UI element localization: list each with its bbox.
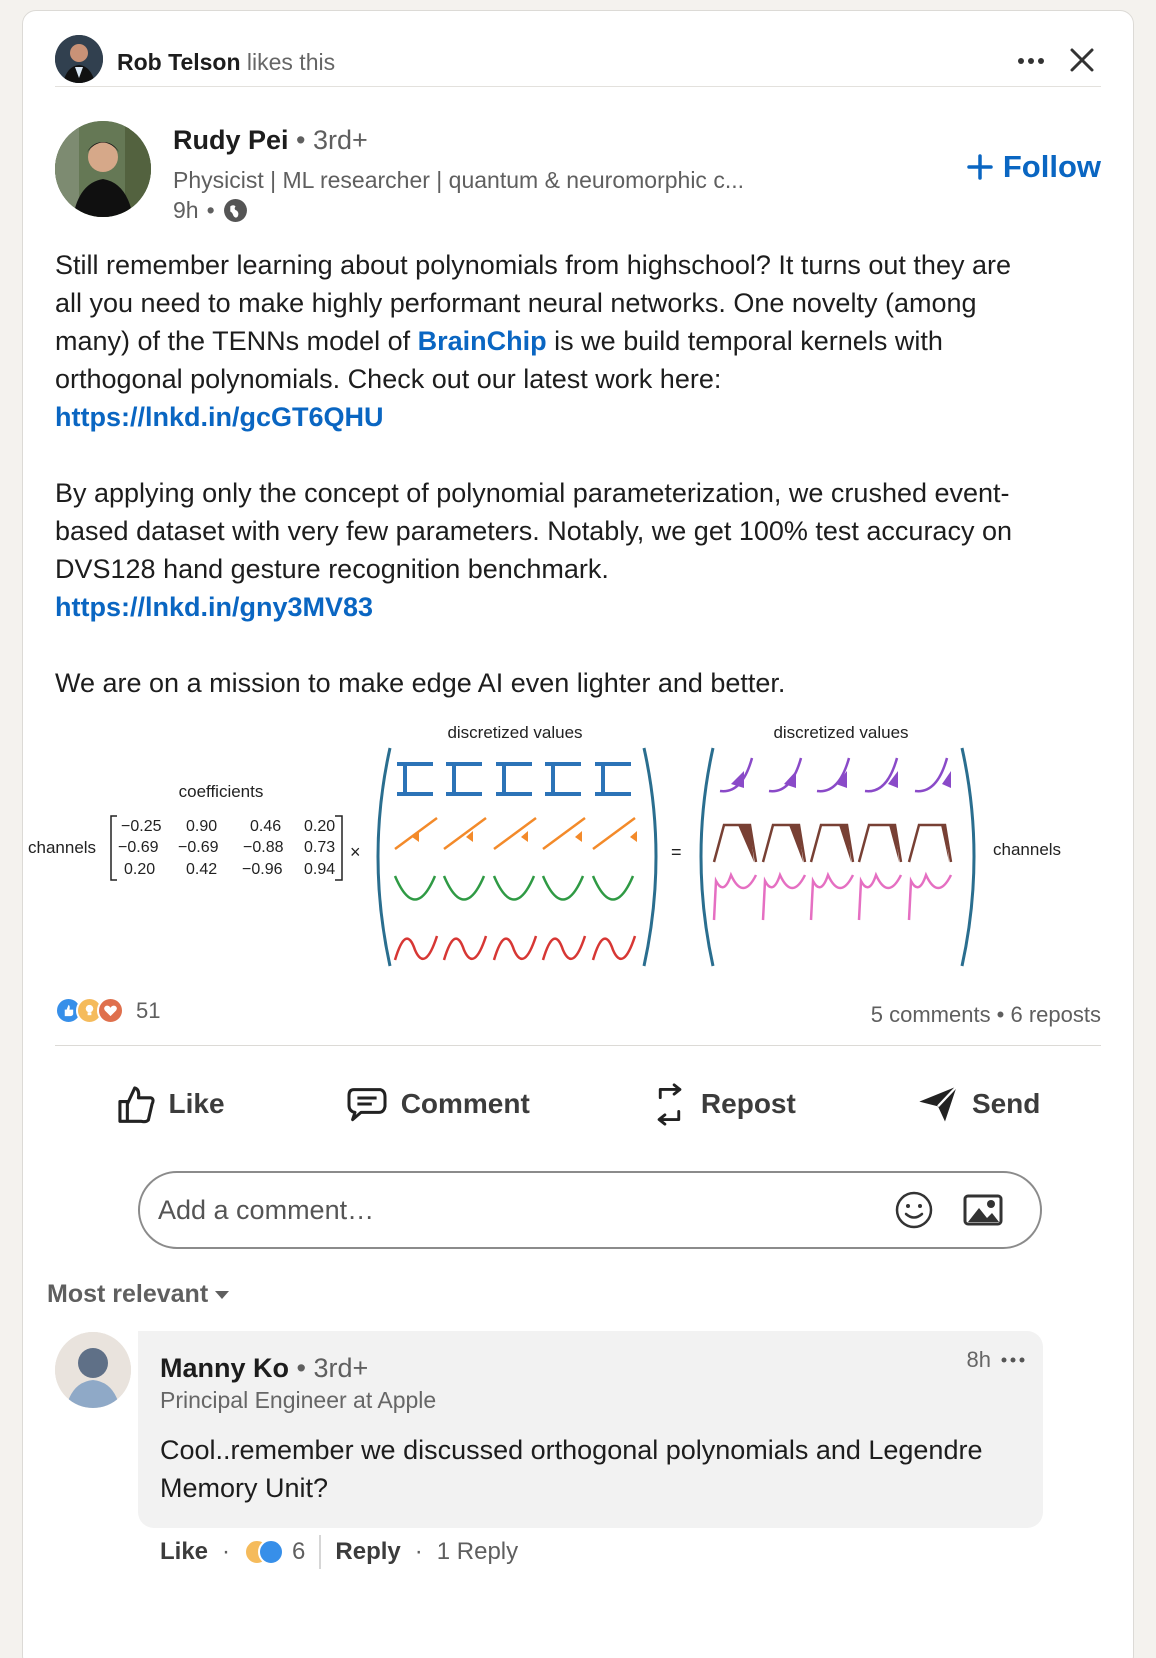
comment-input-box[interactable]: [138, 1171, 1042, 1249]
quadratic-kernel-shape: [444, 876, 484, 900]
channels-right-label: channels: [993, 840, 1062, 859]
chevron-down-icon: [214, 1290, 230, 1300]
right-paren-1: [644, 748, 656, 966]
highlighted-sample: [575, 831, 582, 842]
post-text-part: By applying only the concept of polynomial parameterization, we crushed event-based dataset with very few parameters. Notably, we get 100% test accuracy on DVS128 hand gesture recognition benchmark.: [55, 478, 1012, 584]
commenter-degree-text: 3rd+: [313, 1353, 369, 1383]
globe-icon: [223, 198, 248, 223]
output-kernel-shape: [769, 758, 801, 791]
cubic-kernel-shape: [444, 936, 486, 960]
liker-row: [55, 29, 1101, 87]
linear-kernel-shape: [543, 818, 585, 849]
matrix-cell: 0.94: [304, 861, 336, 878]
author-name-line: [173, 125, 368, 156]
output-kernel-shape: [865, 758, 897, 791]
highlighted-sample: [888, 771, 898, 788]
comment-bubble: [138, 1331, 1043, 1528]
equals-symbol: =: [671, 842, 682, 862]
commenter-headline: Principal Engineer at Apple: [160, 1387, 437, 1413]
discretized-right-label: discretized values: [773, 723, 909, 742]
cubic-kernel-shape: [543, 936, 585, 960]
output-kernel-shape: [763, 875, 805, 920]
follow-button[interactable]: [967, 149, 1101, 185]
comment-reaction-icons[interactable]: [244, 1539, 278, 1565]
actions-divider: [55, 1045, 1101, 1046]
comment-action-separator: [319, 1535, 321, 1569]
highlighted-sample: [942, 771, 951, 788]
matrix-right-bracket: [335, 816, 342, 880]
matrix-cell: −0.69: [118, 839, 159, 856]
highlighted-sample: [630, 831, 637, 842]
love-reaction-icon: [97, 997, 124, 1024]
cubic-kernel-shape: [593, 936, 635, 960]
author-avatar[interactable]: [55, 121, 151, 217]
matrix-cell: −0.88: [243, 839, 284, 856]
sort-label: Most relevant: [47, 1280, 209, 1308]
like-action-button[interactable]: [116, 1083, 225, 1125]
quadratic-kernel-shape: [494, 876, 534, 900]
constant-kernel-shape: [446, 764, 482, 794]
commenter-avatar[interactable]: [55, 1332, 131, 1408]
post-time: 9h: [173, 197, 199, 223]
comment-action-label: Comment: [400, 1088, 530, 1119]
matrix-cell: −0.25: [121, 818, 162, 835]
comment-time: 8h: [966, 1347, 991, 1372]
cubic-kernel-shape: [395, 936, 437, 960]
matrix-cell: 0.42: [186, 861, 218, 878]
quadratic-kernel-shape: [593, 876, 633, 900]
left-paren-1: [378, 748, 390, 966]
left-paren-2: [701, 748, 713, 966]
commenter-name[interactable]: Manny Ko: [160, 1353, 290, 1383]
comment-more-icon[interactable]: [1001, 1357, 1025, 1363]
matrix-cell: 0.73: [304, 839, 336, 856]
matrix-values: [118, 818, 335, 878]
more-options-icon[interactable]: [1011, 47, 1051, 75]
highlighted-sample: [836, 771, 847, 788]
like-reaction-icon: [258, 1539, 284, 1565]
emoji-icon[interactable]: [884, 1180, 944, 1240]
times-symbol: ×: [350, 842, 361, 862]
liker-action: likes this: [246, 49, 336, 75]
output-kernel-shape: [714, 875, 756, 920]
post-text: [55, 246, 1045, 740]
commenter-degree: • 3rd+: [289, 1353, 369, 1383]
close-icon[interactable]: [1063, 41, 1101, 79]
output-kernel-shape: [915, 758, 947, 791]
reaction-icons: [55, 997, 118, 1024]
repost-icon: [651, 1083, 688, 1126]
post-text-part: Still remember learning about polynomials from highschool? It turns out they are all you need to make highly performant neural networks. One novelty (among many) of the TENNs model of: [55, 250, 1011, 356]
post-paragraph-3: We are on a mission to make edge AI even lighter and better.: [55, 668, 786, 698]
reaction-count: 51: [136, 997, 161, 1023]
linear-kernel-shape: [593, 818, 635, 849]
post-actions: [55, 1071, 1101, 1137]
matrix-left-bracket: [111, 816, 117, 880]
company-mention[interactable]: BrainChip: [417, 326, 547, 356]
constant-kernel-shape: [595, 764, 631, 794]
author-name[interactable]: Rudy Pei: [173, 125, 289, 155]
linear-kernel-shape: [395, 818, 437, 849]
thumbs-up-icon: [116, 1083, 156, 1125]
cubic-kernel-shape: [494, 936, 536, 960]
reaction-summary[interactable]: [55, 997, 160, 1024]
post-time-row: 9h •: [173, 197, 248, 224]
matrix-cell: 0.46: [250, 818, 282, 835]
liker-text: [117, 49, 335, 76]
send-action-button[interactable]: [917, 1084, 1040, 1124]
linear-kernel-shape: [444, 818, 486, 849]
reply-count[interactable]: 1 Reply: [436, 1538, 519, 1565]
constant-kernel-shape: [545, 764, 581, 794]
post-link-2[interactable]: https://lnkd.in/gny3MV83: [55, 592, 374, 622]
right-paren-2: [962, 748, 974, 966]
plus-icon: [967, 154, 993, 180]
send-action-label: Send: [971, 1088, 1041, 1119]
linear-kernel-shape: [494, 818, 536, 849]
degree-text: 3rd+: [313, 125, 368, 155]
highlighted-sample: [521, 831, 528, 842]
comment-reaction-count: 6: [292, 1538, 306, 1565]
commenter-line: [160, 1353, 368, 1384]
author-headline: Physicist | ML researcher | quantum & neuromorphic c...: [173, 167, 744, 193]
matrix-cell: −0.69: [178, 839, 219, 856]
send-icon: [917, 1084, 959, 1124]
repost-action-label: Repost: [700, 1088, 796, 1119]
output-kernel-shape: [720, 758, 752, 791]
post-paragraph-1: [55, 246, 1045, 436]
follow-label: Follow: [1002, 149, 1101, 184]
coefficients-label: coefficients: [178, 782, 264, 801]
matrix-cell: 0.90: [186, 818, 218, 835]
comment-input[interactable]: [158, 1195, 884, 1226]
like-action-label: Like: [168, 1088, 225, 1119]
comment-like-button[interactable]: Like: [160, 1538, 209, 1565]
image-icon[interactable]: [944, 1180, 1022, 1240]
post-link-1[interactable]: https://lnkd.in/gcGT6QHU: [55, 402, 384, 432]
output-kernel-shape: [811, 875, 853, 920]
post-stats[interactable]: 5 comments • 6 reposts: [870, 1002, 1101, 1027]
constant-kernel-shape: [397, 764, 433, 794]
polynomial-figure[interactable]: [23, 713, 1135, 989]
comment-time-row: [967, 1347, 1025, 1373]
sort-dropdown[interactable]: [47, 1280, 230, 1309]
post-card: [22, 10, 1134, 1658]
discretized-left-label: discretized values: [447, 723, 583, 742]
matrix-cell: 0.20: [304, 818, 336, 835]
repost-action-button[interactable]: [651, 1083, 796, 1126]
output-kernel-shape: [859, 875, 901, 920]
matrix-cell: −0.96: [242, 861, 283, 878]
liker-avatar[interactable]: [55, 35, 103, 83]
output-kernel-shape: [909, 875, 951, 920]
quadratic-kernel-shape: [395, 876, 435, 900]
reply-button[interactable]: Reply: [335, 1538, 401, 1565]
channels-left-label: channels: [28, 838, 97, 857]
matrix-cell: 0.20: [124, 861, 156, 878]
comment-actions: Like · 6 Reply · 1 Reply: [160, 1535, 518, 1569]
post-text-part: is we build temporal kernels with orthogonal polynomials. Check out our latest work here:: [55, 326, 943, 394]
comment-text: Cool..remember we discussed orthogonal polynomials and Legendre Memory Unit?: [160, 1435, 983, 1503]
degree-badge: • 3rd+: [296, 125, 368, 155]
comment-icon: [346, 1086, 388, 1122]
comment-action-button[interactable]: [346, 1086, 530, 1122]
highlighted-sample: [731, 771, 744, 788]
liker-name[interactable]: Rob Telson: [117, 49, 241, 75]
post-paragraph-2: [55, 474, 1045, 626]
constant-kernel-shape: [496, 764, 532, 794]
quadratic-kernel-shape: [543, 876, 583, 900]
